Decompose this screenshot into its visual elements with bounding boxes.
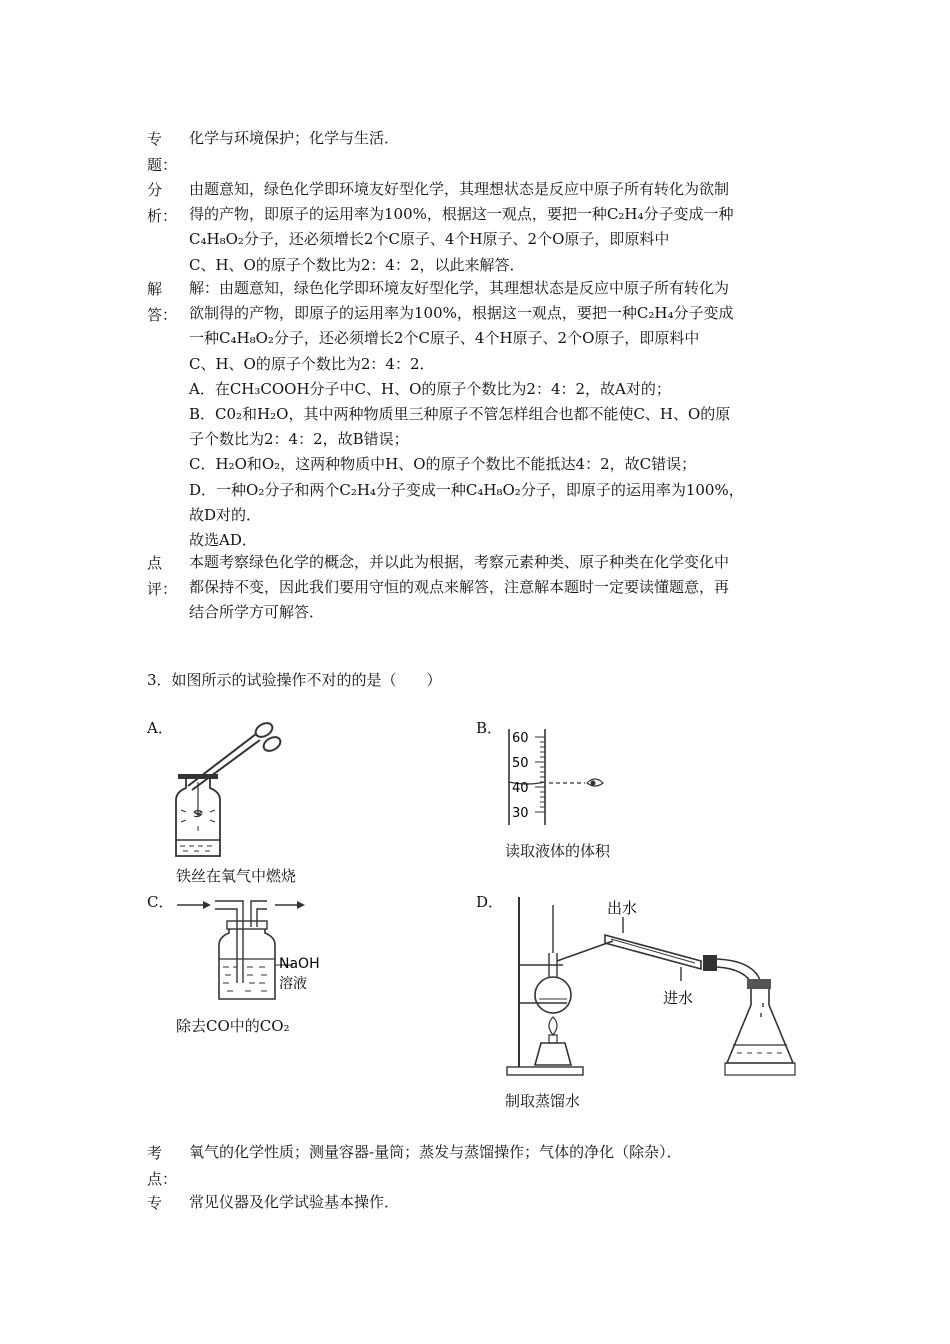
topic-label-2: 题： <box>147 156 178 174</box>
topic-label-1: 专 <box>147 130 163 148</box>
topic-text: 化学与环境保护；化学与生活． <box>189 129 400 147</box>
gas-washing-bottle-figure <box>175 893 335 1008</box>
eye-pupil-icon <box>591 781 596 786</box>
distillation-apparatus-figure <box>505 895 795 1080</box>
solution-line: 欲制得的产物，即原子的运用率为100%，根据这一观点，要把一种C₂H₄分子变成 <box>189 304 734 323</box>
iron-wire-burning-figure <box>168 716 288 861</box>
topic-2-text: 常见仪器及化学试验基本操作． <box>189 1193 400 1211</box>
analysis-label-1: 分 <box>147 181 163 199</box>
review-label-1: 点 <box>147 554 163 572</box>
arrow-right-icon <box>203 901 211 909</box>
review-line: 结合所学方可解答． <box>189 603 325 622</box>
exam-point-label-2: 点： <box>147 1170 178 1188</box>
review-line: 本题考察绿色化学的概念，并以此为根据，考察元素种类、原子种类在化学变化中 <box>189 553 730 571</box>
solution-line: 故D对的． <box>189 505 262 524</box>
cylinder-tick-label: 50 <box>512 756 529 771</box>
option-a-caption: 铁丝在氧气中燃烧 <box>176 867 297 885</box>
cylinder-tick-label: 40 <box>512 781 529 796</box>
reagent-label-naoh: NaOH <box>279 956 320 972</box>
analysis-label-2: 析： <box>147 207 178 225</box>
solution-line: 子个数比为2：4：2，故B错误； <box>189 430 409 449</box>
solution-line: A．在CH₃COOH分子中C、H、O的原子个数比为2：4：2，故A对的； <box>189 379 671 398</box>
exam-point-text: 氧气的化学性质；测量容器-量筒；蒸发与蒸馏操作；气体的净化（除杂）． <box>189 1143 682 1161</box>
flame-icon <box>549 1017 557 1035</box>
cylinder-tick-label: 30 <box>512 806 529 821</box>
analysis-line: C、H、O的原子个数比为2：4：2，以此来解答． <box>189 255 525 274</box>
solution-label-2: 答： <box>147 306 178 324</box>
solution-line: B．C0₂和H₂O，其中两种物质里三种原子不管怎样组合也都不能使C、H、O的原 <box>189 405 731 424</box>
option-d-caption: 制取蒸馏水 <box>505 1092 581 1110</box>
analysis-line: 由题意知，绿色化学即环境友好型化学，其理想状态是反应中原子所有转化为欲制 <box>189 180 730 198</box>
option-a-letter: A． <box>147 719 173 737</box>
option-b-letter: B． <box>476 719 503 737</box>
solution-line: D．一种O₂分子和两个C₂H₄分子变成一种C₄H₈O₂分子，即原子的运用率为100%， <box>189 480 744 499</box>
water-inlet-label: 进水 <box>663 989 694 1007</box>
option-d-letter: D． <box>476 893 504 911</box>
option-c-caption: 除去CO中的CO₂ <box>176 1017 290 1035</box>
analysis-line: 得的产物，即原子的运用率为100%，根据这一观点，要把一种C₂H₄分子变成一种 <box>189 205 734 224</box>
review-line: 都保持不变，因此我们要用守恒的观点来解答，注意解本题时一定要读懂题意，再 <box>189 578 730 597</box>
reagent-label-solution: 溶液 <box>279 976 307 992</box>
option-b-caption: 读取液体的体积 <box>505 842 611 860</box>
water-outlet-label: 出水 <box>607 899 638 917</box>
solution-line: 故选AD． <box>189 531 257 550</box>
solution-label-1: 解 <box>147 280 163 298</box>
analysis-line: C₄H₈O₂分子，还必须增长2个C原子、4个H原子、2个O原子，即原料中 <box>189 230 670 249</box>
exam-point-label-1: 考 <box>147 1144 163 1162</box>
solution-line: C．H₂O和O₂，这两种物质中H、O的原子个数比不能抵达4：2，故C错误； <box>189 455 697 474</box>
option-c-letter: C． <box>147 893 174 911</box>
cylinder-tick-label: 60 <box>512 731 529 746</box>
graduated-cylinder-figure <box>505 725 620 830</box>
solution-line: C、H、O的原子个数比为2：4：2． <box>189 354 435 373</box>
question-3-stem: 3．如图所示的试验操作不对的的是（ ） <box>147 671 442 689</box>
solution-line: 解：由题意知，绿色化学即环境友好型化学，其理想状态是反应中原子所有转化为 <box>189 279 730 297</box>
review-label-2: 评： <box>147 580 178 598</box>
arrow-right-icon <box>297 901 305 909</box>
solution-line: 一种C₄H₈O₂分子，还必须增长2个C原子、4个H原子、2个O原子，即原料中 <box>189 329 700 348</box>
topic-2-label-1: 专 <box>147 1194 163 1212</box>
